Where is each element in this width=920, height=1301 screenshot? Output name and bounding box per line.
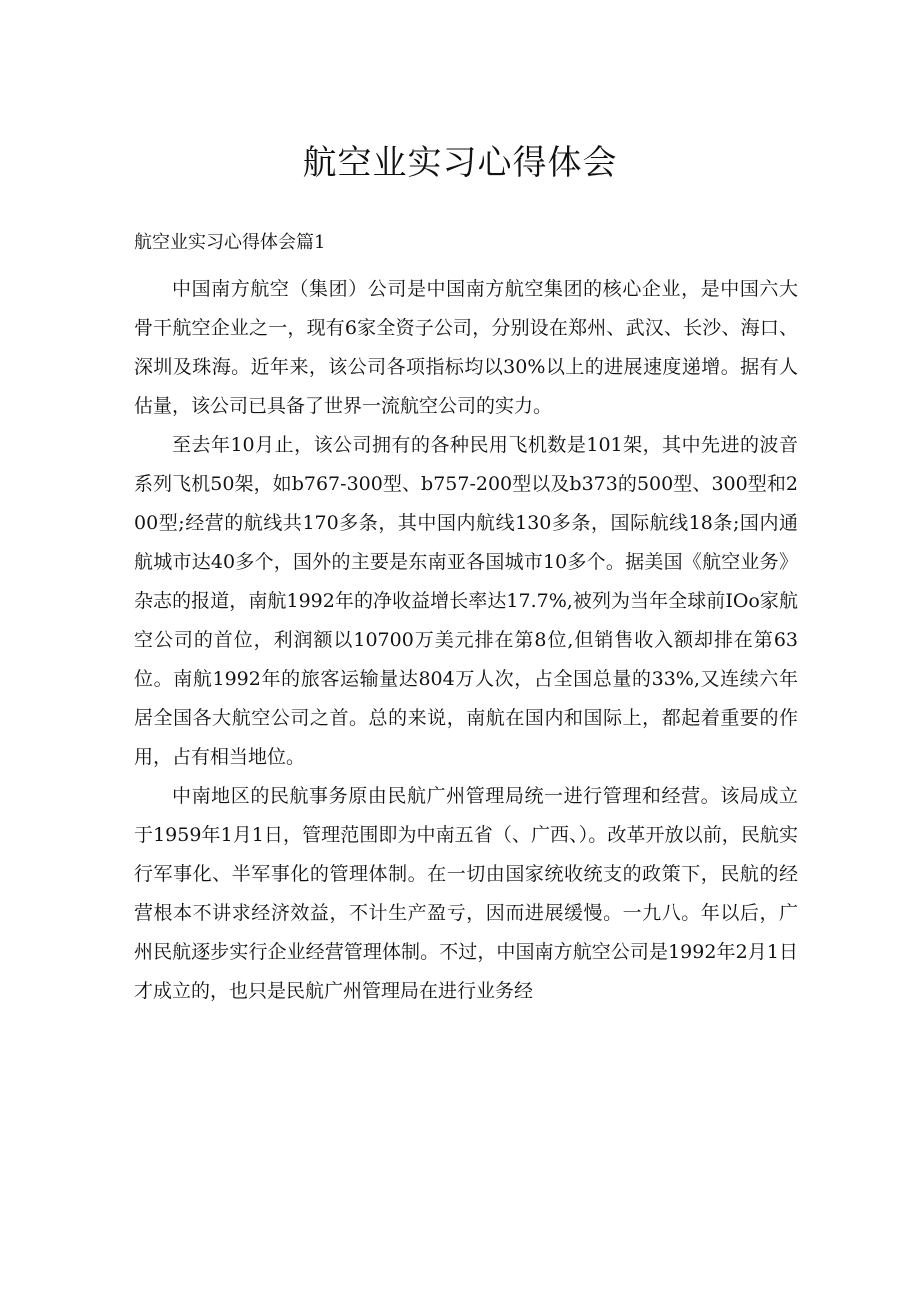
document-body [134, 270, 798, 1011]
paragraph-3: 中南地区的民航事务原由民航广州管理局统一进行管理和经营。该局成立于1959年1月1日，管理范围即为中南五省（、广西、）。改革开放以前，民航实行军事化、半军事化的管理体制。在一切由国家统收统支的政策下，民航的经营根本不讲求经济效益，不计生产盈亏，因而进展缓慢。一九八。年以后，广州民航逐步实行企业经营管理体制。不过，中国南方航空公司是1992年2月1日才成立的，也只是民航广州管理局在进行业务经 [134, 785, 798, 1002]
document-title: 航空业实习心得体会 [302, 143, 618, 183]
section-heading: 航空业实习心得体会篇1 [134, 232, 326, 253]
paragraph-1: 中国南方航空（集团）公司是中国南方航空集团的核心企业，是中国六大骨干航空企业之一，现有6家全资子公司，分别设在郑州、武汉、长沙、海口、深圳及珠海。近年来，该公司各项指标均以30%以上的进展速度递增。据有人估量，该公司已具备了世界一流航空公司的实力。 [134, 278, 798, 417]
paragraph-2: 至去年10月止，该公司拥有的各种民用飞机数是101架，其中先进的波音系列飞机50架，如b767-300型、b757-200型以及b373的500型、300型和200型;经营的航线共170多条，其中国内航线130多条，国际航线18条;国内通航城市达40多个，国外的主要是东南亚各国城市10多个。据美国《航空业务》杂志的报道，南航1992年的净收益增长率达17.7%,被列为当年全球前IOo家航空公司的首位，利润额以10700万美元排在第8位,但销售收入额却排在第63位。南航1992年的旅客运输量达804万人次，占全国总量的33%,又连续六年居全国各大航空公司之首。总的来说，南航在国内和国际上，都起着重要的作用，占有相当地位。 [134, 434, 798, 768]
